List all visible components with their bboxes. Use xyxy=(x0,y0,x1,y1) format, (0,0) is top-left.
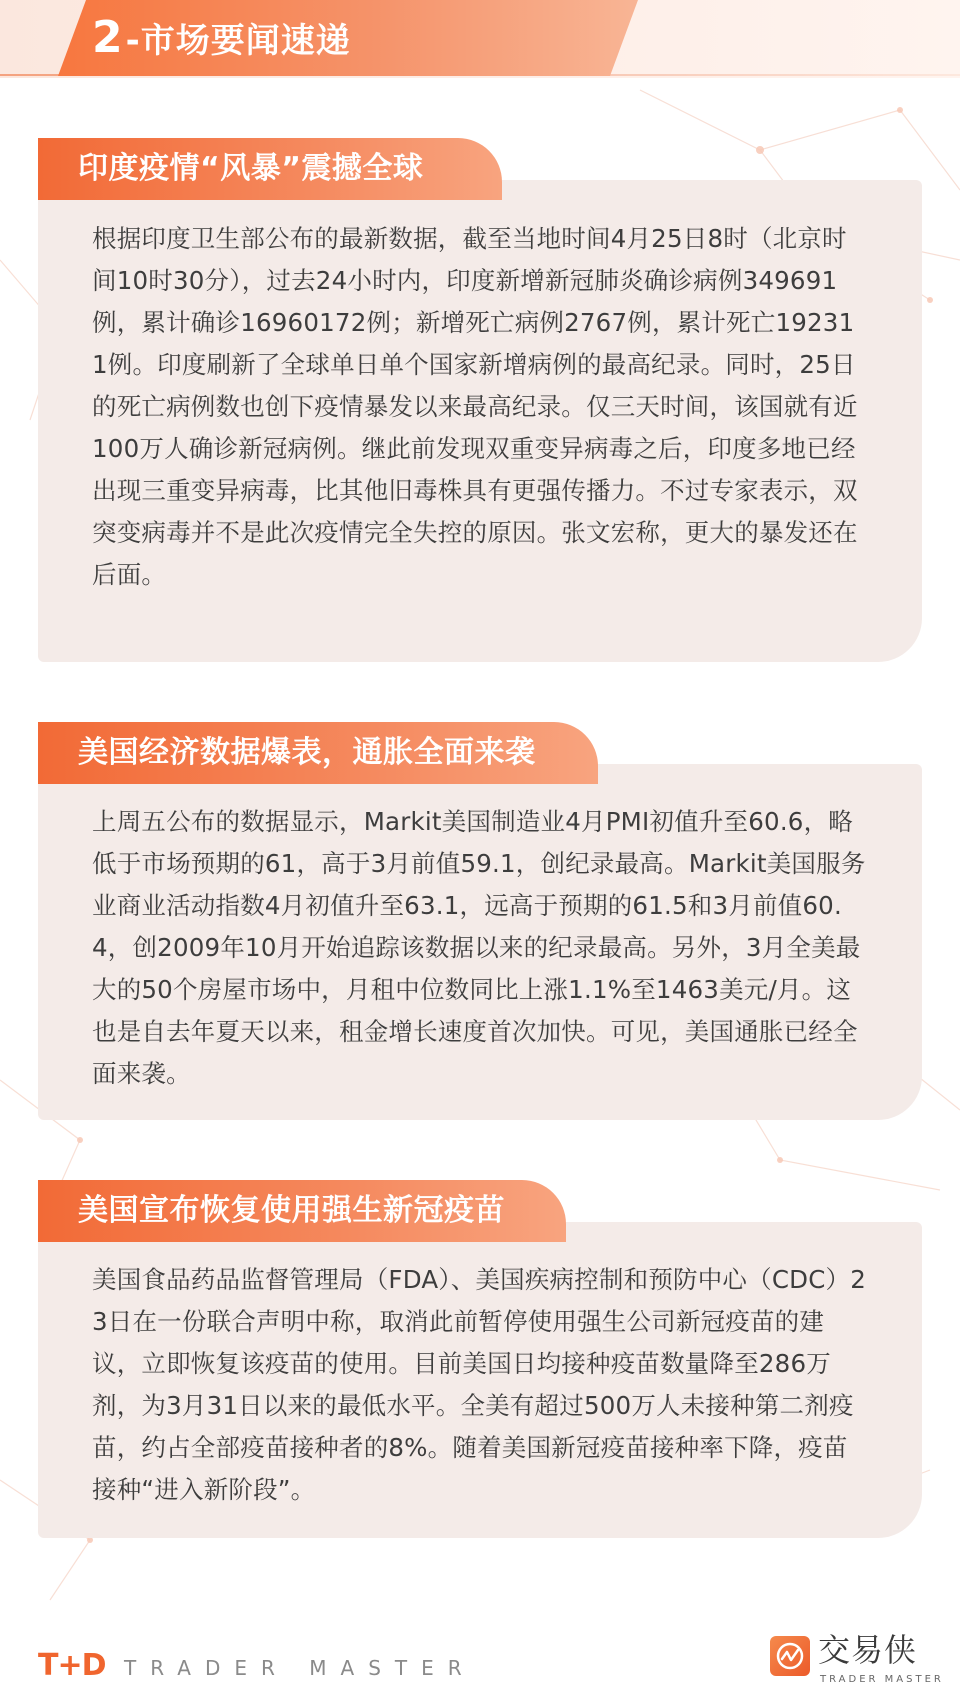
brand-name: 交易侠 xyxy=(818,1631,918,1669)
jiaoyixia-logo-icon xyxy=(770,1636,810,1676)
article-title-india: 印度疫情“风暴”震撼全球 xyxy=(38,138,502,200)
article-title-us-economy: 美国经济数据爆表，通胀全面来袭 xyxy=(38,722,598,784)
section-title-text: -市场要闻速递 xyxy=(125,21,351,61)
article-body-us-vaccine: 美国食品药品监督管理局（FDA）、美国疾病控制和预防中心（CDC）23日在一份联合声明中称，取消此前暂停使用强生公司新冠疫苗的建议，立即恢复该疫苗的使用。目前美国日均接种疫苗数量降至286万剂，为3月31日以来的最低水平。全美有超过500万人未接种第二剂疫苗，约占全部疫苗接种者的8%。随着美国新冠疫苗接种率下降，疫苗接种“进入新阶段”。 xyxy=(92,1265,867,1504)
section-number: 2 xyxy=(92,12,124,63)
section-title xyxy=(92,12,351,67)
td-logo: T+D xyxy=(38,1648,106,1683)
brand-subtitle: TRADER MASTER xyxy=(820,1674,944,1685)
article-body-india: 根据印度卫生部公布的最新数据，截至当地时间4月25日8时（北京时间10时30分），过去24小时内，印度新增新冠肺炎确诊病例349691例，累计确诊16960172例；新增死亡病例2767例，累计死亡192311例。印度刷新了全球单日单个国家新增病例的最高纪录。同时，25日的死亡病例数也创下疫情暴发以来最高纪录。仅三天时间，该国就有近100万人确诊新冠病例。继此前发现双重变异病毒之后，印度多地已经出现三重变异病毒，比其他旧毒株具有更强传播力。不过专家表示，双突变病毒并不是此次疫情完全失控的原因。张文宏称，更大的暴发还在后面。 xyxy=(92,224,858,589)
article-body-us-economy: 上周五公布的数据显示，Markit美国制造业4月PMI初值升至60.6，略低于市场预期的61，高于3月前值59.1，创纪录最高。Markit美国服务业商业活动指数4月初值升至63.1，远高于预期的61.5和3月前值60.4，创2009年10月开始追踪该数据以来的纪录最高。另外，3月全美最大的50个房屋市场中，月租中位数同比上涨1.1%至1463美元/月。这也是自去年夏天以来，租金增长速度首次加快。可见，美国通胀已经全面来袭。 xyxy=(92,807,866,1088)
td-logo-subtitle: TRADER MASTER xyxy=(124,1656,476,1680)
article-title-us-vaccine: 美国宣布恢复使用强生新冠疫苗 xyxy=(38,1180,566,1242)
